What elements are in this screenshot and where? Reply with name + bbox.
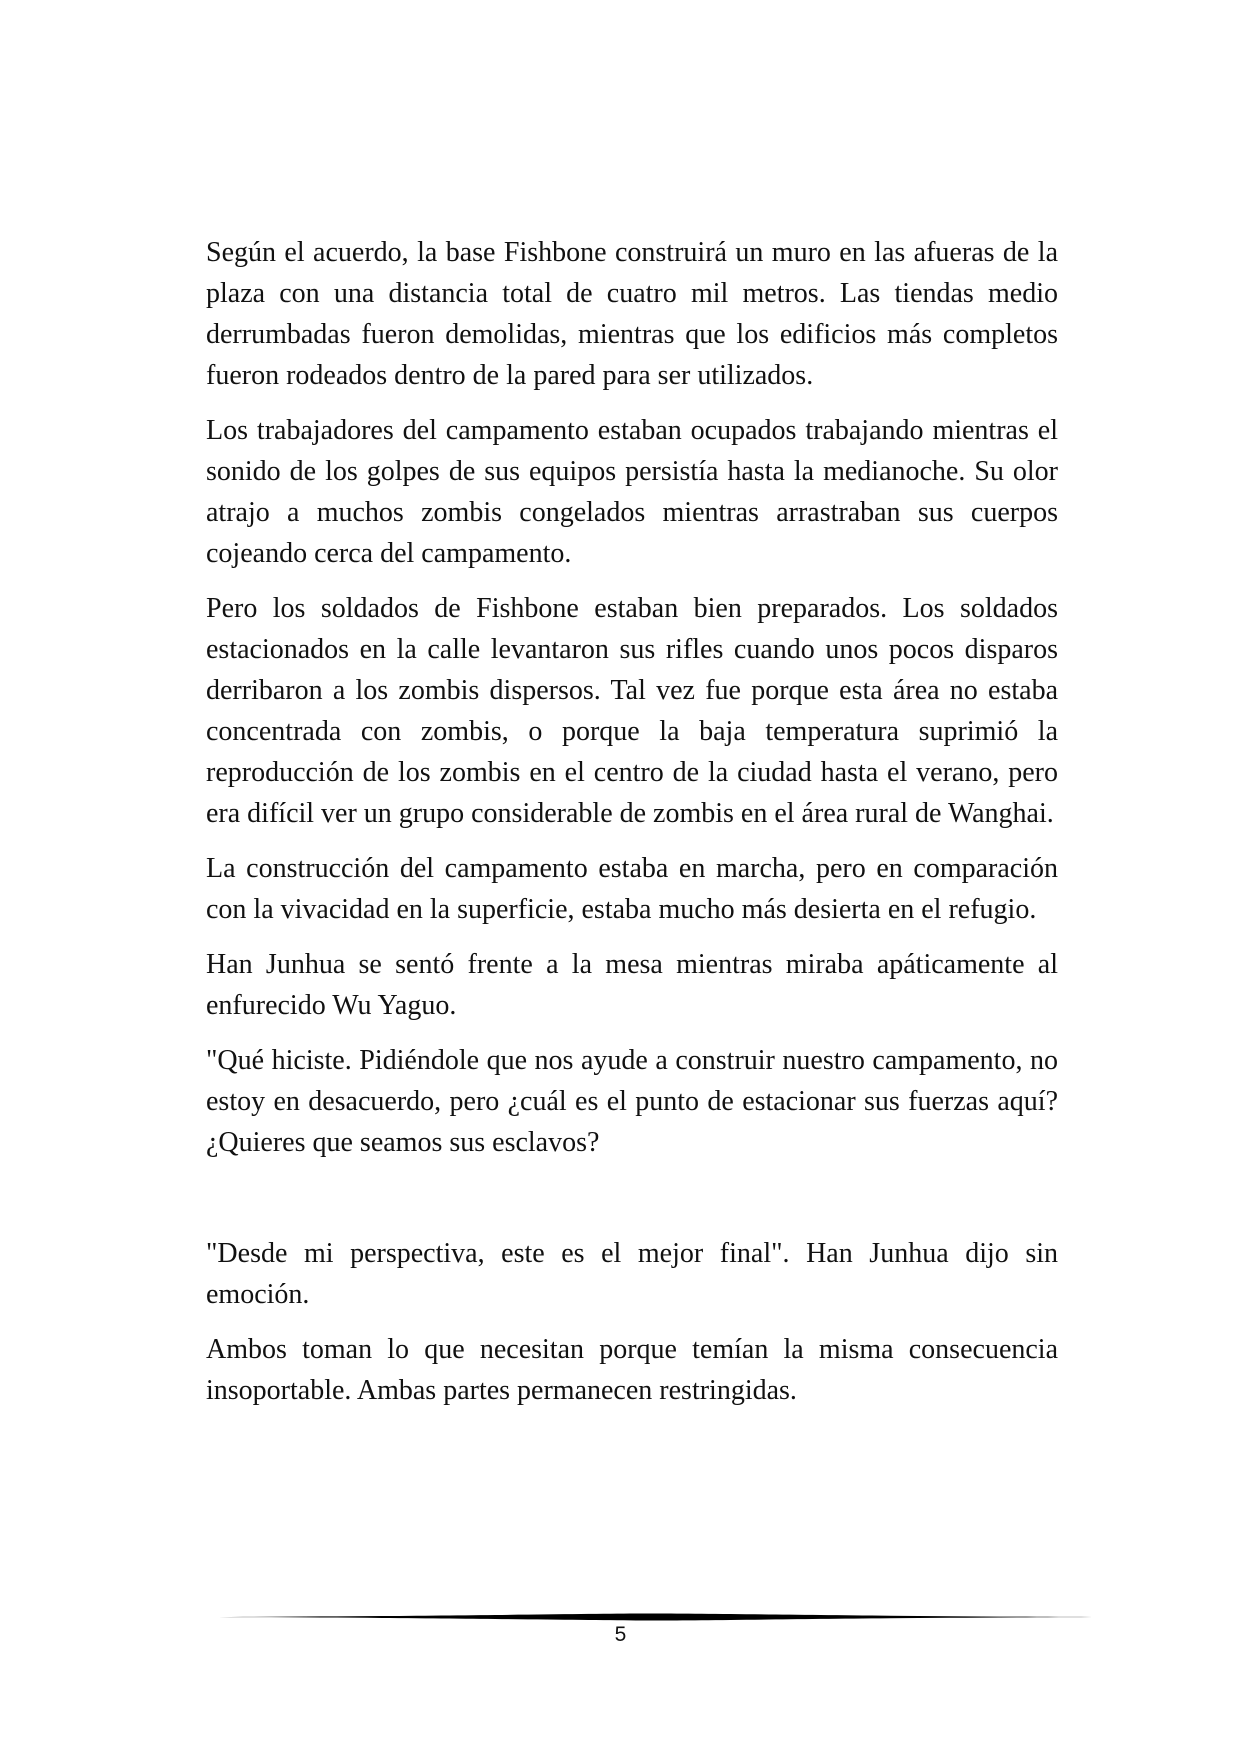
footer-rule	[206, 1612, 1104, 1622]
paragraph-7: "Desde mi perspectiva, este es el mejor final". Han Junhua dijo sin emoción.	[206, 1238, 1058, 1310]
paragraph-1: Según el acuerdo, la base Fishbone construirá un muro en las afueras de la plaza con una distancia total de cuatro mil metros. Las tiendas medio derrumbadas fueron demolidas, mientras que los edificios más completos fueron rodeados dentro de la pared para ser utilizados.	[206, 237, 1058, 391]
paragraph-4: La construcción del campamento estaba en marcha, pero en comparación con la vivacidad en la superficie, estaba mucho más desierta en el refugio.	[206, 853, 1058, 925]
paragraph-2: Los trabajadores del campamento estaban ocupados trabajando mientras el sonido de los golpes de sus equipos persistía hasta la medianoche. Su olor atrajo a muchos zombis congelados mientras arrastraban sus cuerpos cojeando cerca del campamento.	[206, 415, 1058, 569]
paragraph-6: "Qué hiciste. Pidiéndole que nos ayude a construir nuestro campamento, no estoy en desacuerdo, pero ¿cuál es el punto de estacionar sus fuerzas aquí? ¿Quieres que seamos sus esclavos?	[206, 1045, 1058, 1158]
paragraph-3: Pero los soldados de Fishbone estaban bien preparados. Los soldados estacionados en la calle levantaron sus rifles cuando unos pocos disparos derribaron a los zombis dispersos. Tal vez fue porque esta área no estaba concentrada con zombis, o porque la baja temperatura suprimió la reproducción de los zombis en el centro de la ciudad hasta el verano, pero era difícil ver un grupo considerable de zombis en el área rural de Wanghai.	[206, 593, 1058, 829]
body-text	[206, 232, 1058, 1425]
page-number: 5	[614, 1623, 627, 1646]
paragraph-5: Han Junhua se sentó frente a la mesa mientras miraba apáticamente al enfurecido Wu Yaguo.	[206, 949, 1058, 1021]
paragraph-8: Ambos toman lo que necesitan porque temían la misma consecuencia insoportable. Ambas partes permanecen restringidas.	[206, 1334, 1058, 1406]
